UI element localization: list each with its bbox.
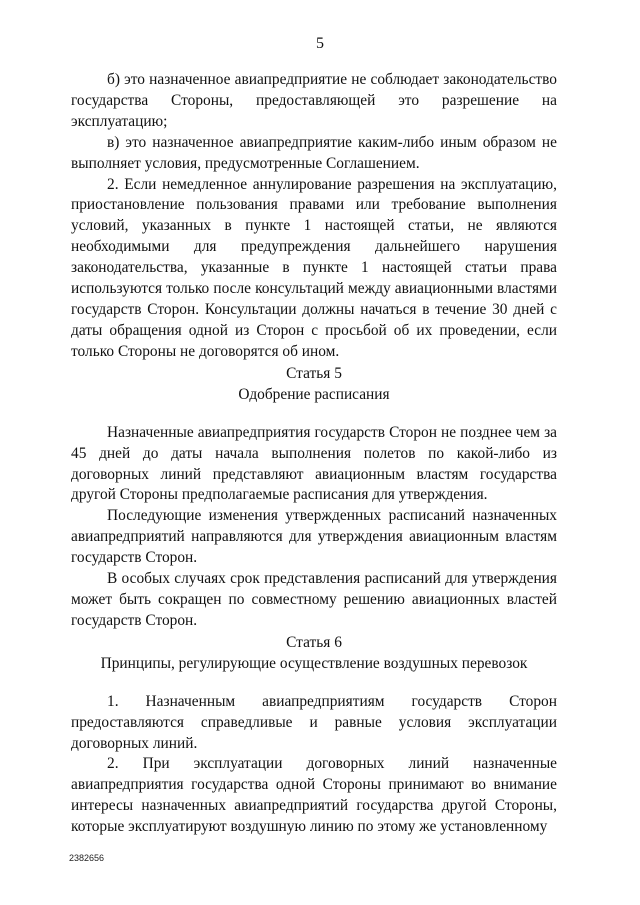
article-6-paragraph-1: 1. Назначенным авиапредприятиям государств Сторон предоставляются справедливые и равные условия эксплуатации договорных линий. (71, 692, 557, 752)
article-6-title: Принципы, регулирующие осуществление воздушных перевозок (100, 654, 528, 672)
paragraph-b: б) это назначенное авиапредприятие не соблюдает законодательство государства Стороны, предоставляющей это разрешение на эксплуатацию; (71, 71, 557, 130)
page-number: 5 (316, 35, 324, 52)
document-body (71, 70, 557, 838)
article-5-number: Статья 5 (286, 364, 342, 382)
paragraph-v: в) это назначенное авиапредприятие каким-либо иным образом не выполняет условия, предусмотренные Соглашением. (71, 133, 557, 172)
paragraph-2: 2. Если немедленное аннулирование разрешения на эксплуатацию, приостановление пользования правами или требование выполнения условий, указанных в пункте 1 настоящей статьи, не являются необходимыми для предупреждения дальнейшего нарушения законодательства, указанные в пункте 1 настоящей статьи права используются только после консультаций между авиационными властями государств Сторон. Консультации должны начаться в течение 30 дней с даты обращения одной из Сторон с просьбой об их проведении, если только Стороны не договорятся об ином. (71, 175, 557, 360)
article-6-paragraph-2: 2. При эксплуатации договорных линий назначенные авиапредприятия государства одной Стороны принимают во внимание интересы назначенных авиапредприятий государства другой Стороны, которые эксплуатируют воздушную линию по этому же установленному (71, 755, 557, 836)
article-5-paragraph-3: В особых случаях срок представления расписаний для утверждения может быть сокращен по совместному решению авиационных властей государств Сторон. (71, 570, 557, 629)
article-5-paragraph-2: Последующие изменения утвержденных расписаний назначенных авиапредприятий направляются для утверждения авиационным властям государств Сторон. (71, 507, 557, 567)
article-6-number: Статья 6 (286, 633, 342, 651)
article-5-title: Одобрение расписания (238, 385, 390, 403)
article-5-paragraph-1: Назначенные авиапредприятия государств Сторон не позднее чем за 45 дней до даты начала выполнения полетов по какой-либо из договорных линий представляют авиационным властям государства другой Стороны предполагаемые расписания для утверждения. (71, 423, 557, 504)
document-code: 2382656 (69, 853, 105, 863)
